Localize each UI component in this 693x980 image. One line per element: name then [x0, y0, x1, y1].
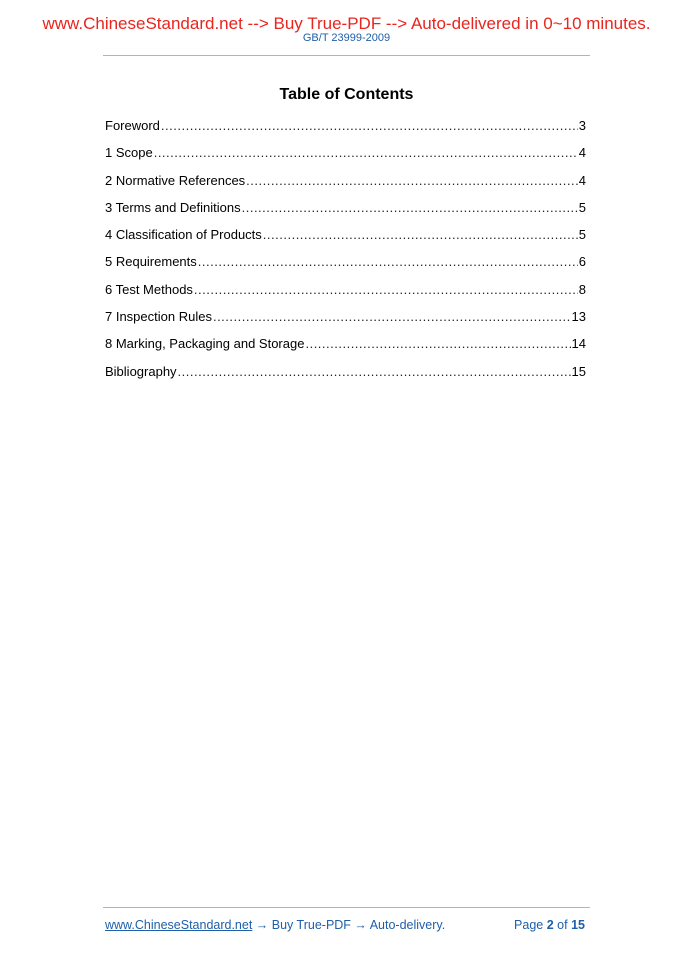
toc-entry-marking-packaging-storage[interactable]	[105, 336, 586, 363]
footer-promo	[105, 918, 445, 932]
toc-entry-page: 5	[578, 199, 586, 215]
footer-divider	[103, 907, 590, 908]
toc-entry-classification-of-products[interactable]	[105, 227, 586, 254]
toc-entry-label: 1 Scope	[105, 145, 153, 161]
dot-leader	[161, 118, 578, 134]
toc-entry-label: 2 Normative References	[105, 172, 246, 188]
toc-entry-page: 3	[578, 118, 586, 133]
header-divider	[103, 55, 590, 56]
toc-entry-bibliography[interactable]	[105, 364, 586, 391]
toc-entry-page: 13	[571, 309, 586, 325]
toc-entry-page: 4	[578, 172, 586, 188]
toc-entry-normative-references[interactable]	[105, 173, 586, 200]
toc-entry-label: 8 Marking, Packaging and Storage	[105, 336, 305, 352]
dot-leader	[242, 200, 578, 216]
toc-entry-label: 6 Test Methods	[105, 281, 193, 297]
of-word: of	[557, 918, 568, 932]
page-number	[514, 918, 585, 932]
dot-leader	[246, 173, 578, 189]
toc-entry-page: 4	[578, 145, 586, 161]
toc-entry-label: 3 Terms and Definitions	[105, 199, 241, 215]
toc-entry-test-methods[interactable]	[105, 282, 586, 309]
dot-leader	[305, 336, 570, 352]
toc-entry-label: 4 Classification of Products	[105, 227, 262, 243]
toc-entry-page: 5	[578, 227, 586, 243]
dot-leader	[154, 145, 578, 161]
table-of-contents	[105, 118, 586, 391]
toc-entry-foreword[interactable]	[105, 118, 586, 145]
toc-entry-scope[interactable]	[105, 145, 586, 172]
toc-entry-label: 7 Inspection Rules	[105, 309, 212, 325]
current-page-number: 2	[546, 918, 554, 932]
document-code: GB/T 23999-2009	[302, 32, 391, 44]
toc-entry-label: Foreword	[105, 118, 160, 133]
page-word: Page	[514, 918, 544, 932]
footer-promo-text: → Buy True-PDF → Auto-delivery.	[252, 918, 446, 932]
dot-leader	[213, 309, 571, 325]
dot-leader	[263, 227, 578, 243]
dot-leader	[198, 254, 578, 270]
toc-entry-page: 6	[578, 254, 586, 270]
toc-entry-label: 5 Requirements	[105, 254, 197, 270]
toc-entry-terms-and-definitions[interactable]	[105, 200, 586, 227]
toc-entry-inspection-rules[interactable]	[105, 309, 586, 336]
toc-title: Table of Contents	[279, 86, 414, 103]
toc-entry-page: 15	[571, 363, 586, 379]
total-pages-number: 15	[571, 918, 585, 932]
promo-banner[interactable]: www.ChineseStandard.net --> Buy True-PDF --> Auto-delivered in 0~10 minutes.	[42, 14, 651, 33]
toc-entry-page: 8	[578, 281, 586, 297]
toc-entry-label: Bibliography	[105, 363, 177, 379]
toc-entry-page: 14	[571, 336, 586, 352]
dot-leader	[178, 364, 571, 380]
footer-site-link[interactable]: www.ChineseStandard.net	[105, 918, 253, 932]
page-footer	[105, 918, 585, 932]
toc-entry-requirements[interactable]	[105, 254, 586, 281]
dot-leader	[194, 282, 578, 298]
